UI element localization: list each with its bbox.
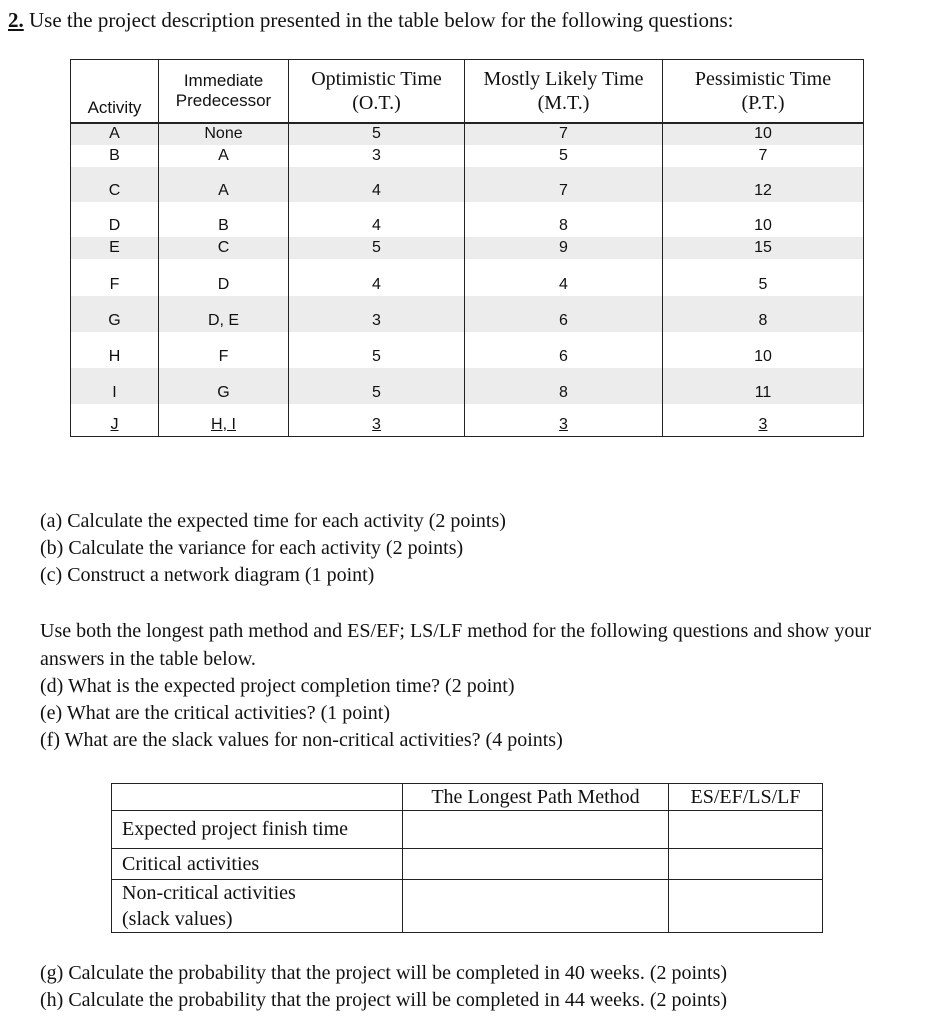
cell-activity: C [71, 167, 159, 202]
cell-mt: 8 [465, 202, 663, 237]
activity-table-header [71, 60, 864, 124]
cell-mt: 9 [465, 237, 663, 259]
cell-predecessor: A [159, 145, 289, 167]
cell-pt: 7 [663, 145, 864, 167]
header-predecessor: Immediate Predecessor [159, 60, 289, 124]
table-row [71, 332, 864, 368]
cell-activity: B [71, 145, 159, 167]
question-b: (b) Calculate the variance for each activity (2 points) [40, 537, 464, 559]
cell-ot: 5 [289, 237, 465, 259]
cell-ot: 5 [289, 123, 465, 145]
question-g: (g) Calculate the probability that the project will be completed in 40 weeks. (2 points) [40, 962, 728, 984]
question-text: Use the project description presented in the table below for the following questions: [29, 8, 734, 32]
cell-activity: A [71, 123, 159, 145]
question-heading [8, 8, 733, 33]
table-row [71, 145, 864, 167]
cell-ot: 4 [289, 167, 465, 202]
table-row [71, 404, 864, 436]
questions-def [40, 617, 930, 754]
question-e: (e) What are the critical activities? (1 point) [40, 702, 391, 724]
table-row [71, 259, 864, 296]
cell-pt: 10 [663, 123, 864, 145]
header-activity: Activity [71, 60, 159, 124]
questions-gh [40, 960, 727, 1014]
cell-predecessor: C [159, 237, 289, 259]
cell-activity: D [71, 202, 159, 237]
question-d: (d) What is the expected project completion time? (2 point) [40, 675, 515, 697]
cell-pt: 12 [663, 167, 864, 202]
answer-label-critical: Critical activities [112, 849, 403, 880]
activity-table [70, 59, 864, 437]
answer-cell-finish-esef[interactable] [669, 811, 823, 849]
table-row [71, 296, 864, 332]
cell-activity: I [71, 368, 159, 404]
cell-predecessor: D, E [159, 296, 289, 332]
cell-ot: 4 [289, 259, 465, 296]
question-h: (h) Calculate the probability that the project will be completed in 44 weeks. (2 points) [40, 989, 728, 1011]
cell-predecessor: A [159, 167, 289, 202]
cell-ot: 4 [289, 202, 465, 237]
cell-activity: G [71, 296, 159, 332]
answer-header-empty [112, 784, 403, 811]
cell-activity: E [71, 237, 159, 259]
cell-predecessor: G [159, 368, 289, 404]
cell-predecessor: B [159, 202, 289, 237]
answer-cell-noncritical-esef[interactable] [669, 880, 823, 933]
cell-mt: 4 [465, 259, 663, 296]
table-row [71, 202, 864, 237]
table-row [71, 123, 864, 145]
cell-predecessor: D [159, 259, 289, 296]
table-row [71, 167, 864, 202]
question-f: (f) What are the slack values for non-critical activities? (4 points) [40, 729, 563, 751]
cell-activity: H [71, 332, 159, 368]
cell-ot: 3 [289, 145, 465, 167]
answer-cell-critical-longest[interactable] [403, 849, 669, 880]
answer-row-noncritical [112, 880, 823, 933]
answer-header-longest: The Longest Path Method [403, 784, 669, 811]
question-a: (a) Calculate the expected time for each activity (2 points) [40, 510, 506, 532]
cell-activity: F [71, 259, 159, 296]
cell-pt: 3 [663, 404, 864, 436]
cell-ot: 5 [289, 332, 465, 368]
cell-pt: 10 [663, 332, 864, 368]
cell-predecessor: H, I [159, 404, 289, 436]
cell-pt: 5 [663, 259, 864, 296]
cell-pt: 15 [663, 237, 864, 259]
answer-label-noncritical: Non-critical activities (slack values) [112, 880, 403, 933]
cell-pt: 10 [663, 202, 864, 237]
cell-mt: 7 [465, 123, 663, 145]
header-optimistic: Optimistic Time (O.T.) [289, 60, 465, 124]
questions-abc [40, 508, 506, 589]
cell-mt: 6 [465, 332, 663, 368]
cell-ot: 3 [289, 404, 465, 436]
cell-activity: J [71, 404, 159, 436]
cell-mt: 6 [465, 296, 663, 332]
cell-pt: 8 [663, 296, 864, 332]
table-row [71, 368, 864, 404]
header-pessimistic: Pessimistic Time (P.T.) [663, 60, 864, 124]
answer-cell-critical-esef[interactable] [669, 849, 823, 880]
question-c: (c) Construct a network diagram (1 point) [40, 564, 375, 586]
answer-row-critical [112, 849, 823, 880]
cell-mt: 8 [465, 368, 663, 404]
instructions-text: Use both the longest path method and ES/EF; LS/LF method for the following questions and show your answers in the table below. [40, 620, 872, 670]
header-likely: Mostly Likely Time (M.T.) [465, 60, 663, 124]
cell-ot: 3 [289, 296, 465, 332]
cell-mt: 7 [465, 167, 663, 202]
answer-cell-finish-longest[interactable] [403, 811, 669, 849]
answer-table-header [112, 784, 823, 811]
answer-row-finish [112, 811, 823, 849]
answer-label-finish: Expected project finish time [112, 811, 403, 849]
cell-mt: 5 [465, 145, 663, 167]
cell-predecessor: F [159, 332, 289, 368]
cell-predecessor: None [159, 123, 289, 145]
cell-mt: 3 [465, 404, 663, 436]
answer-header-esef: ES/EF/LS/LF [669, 784, 823, 811]
cell-ot: 5 [289, 368, 465, 404]
table-row [71, 237, 864, 259]
cell-pt: 11 [663, 368, 864, 404]
answer-table [111, 783, 823, 933]
question-number: 2. [8, 8, 24, 32]
answer-cell-noncritical-longest[interactable] [403, 880, 669, 933]
